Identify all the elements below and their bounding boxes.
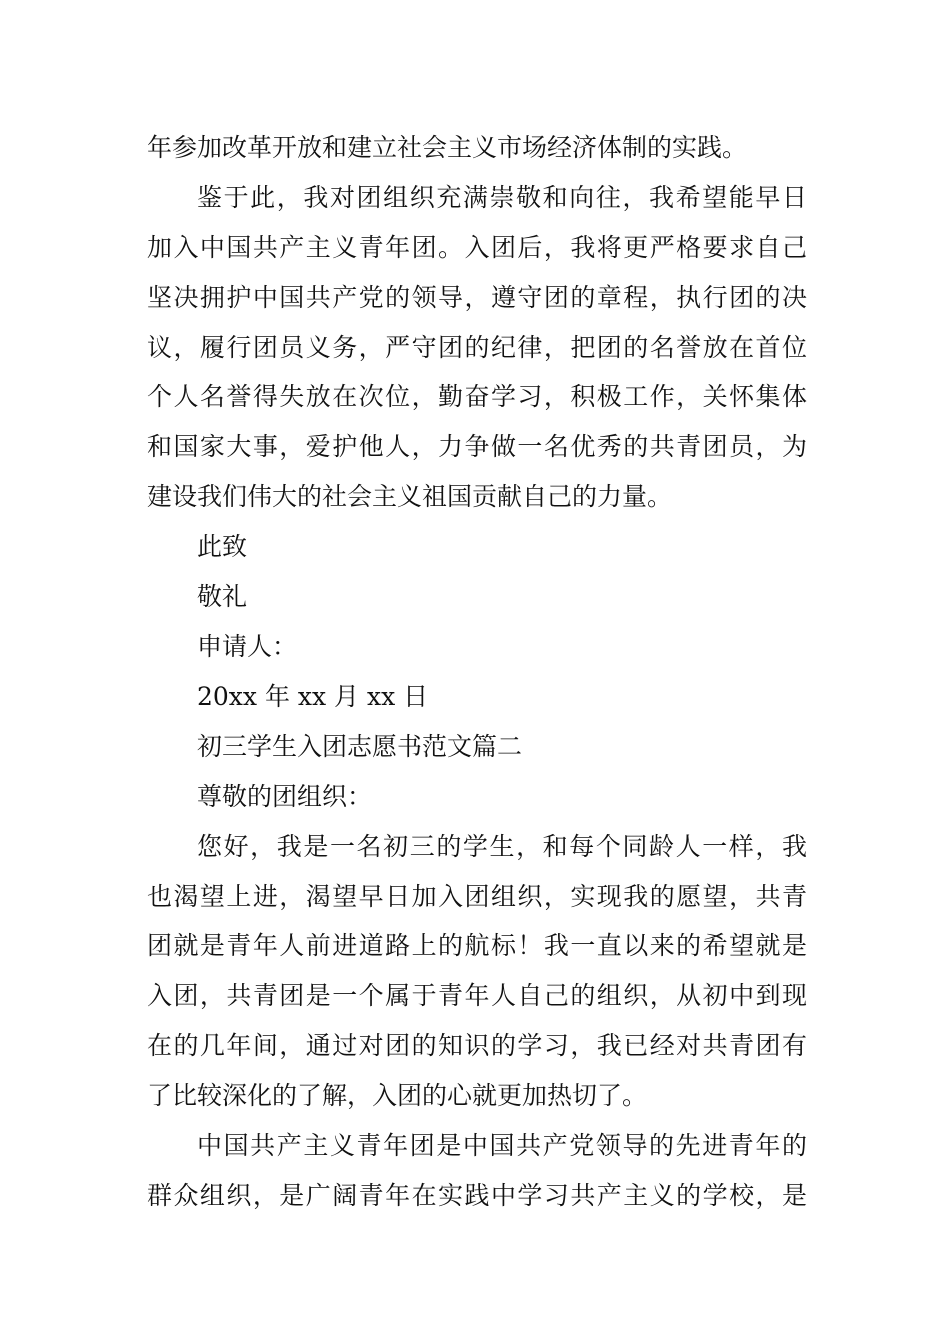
text-line: 入团，共青团是一个属于青年人自己的组织，从初中到现 (147, 981, 807, 1010)
text-line: 议，履行团员义务，严守团的纪律，把团的名誉放在首位 (147, 333, 807, 362)
text-line: 和国家大事，爱护他人，力争做一名优秀的共青团员，为 (147, 432, 807, 461)
paragraph-start-line: 鉴于此，我对团组织充满崇敬和向往，我希望能早日 (197, 183, 807, 212)
applicant-label: 申请人： (197, 632, 298, 661)
text-line: 个人名誉得失放在次位，勤奋学习，积极工作，关怀集体 (147, 382, 807, 411)
text-line: 加入中国共产主义青年团。入团后，我将更严格要求自己 (147, 233, 807, 262)
greeting-line: 尊敬的团组织： (197, 782, 373, 811)
text-line: 群众组织，是广阔青年在实践中学习共产主义的学校，是 (147, 1181, 807, 1210)
text-line: 了比较深化的了解，入团的心就更加热切了。 (147, 1081, 648, 1110)
text-line: 团就是青年人前进道路上的航标！我一直以来的希望就是 (147, 931, 807, 960)
text-line: 也渴望上进，渴望早日加入团组织，实现我的愿望，共青 (147, 882, 807, 911)
text-line: 在的几年间，通过对团的知识的学习，我已经对共青团有 (147, 1031, 807, 1060)
section-title: 初三学生入团志愿书范文篇二 (197, 732, 523, 761)
paragraph-start-line: 中国共产主义青年团是中国共产党领导的先进青年的 (197, 1131, 807, 1160)
text-line: 建设我们伟大的社会主义祖国贡献自己的力量。 (147, 482, 673, 511)
closing-salutation: 此致 (197, 532, 248, 561)
text-line: 坚决拥护中国共产党的领导，遵守团的章程，执行团的决 (147, 283, 807, 312)
paragraph-start-line: 您好，我是一名初三的学生，和每个同龄人一样，我 (197, 832, 807, 861)
text-line: 年参加改革开放和建立社会主义市场经济体制的实践。 (147, 133, 748, 162)
closing-regards: 敬礼 (197, 582, 248, 611)
date-line: 20xx 年 xx 月 xx 日 (197, 682, 429, 711)
